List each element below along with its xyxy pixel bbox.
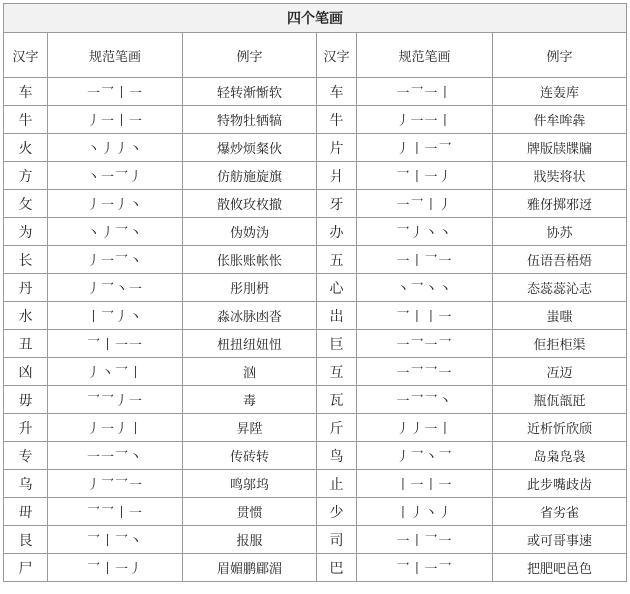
cell-strokes-right: 一乛乛一 — [357, 358, 493, 386]
cell-hanzi-right: 司 — [317, 526, 357, 554]
cell-examples-left: 报服 — [183, 526, 317, 554]
cell-strokes-right: 一丨乛一 — [357, 526, 493, 554]
cell-examples-right: 件牟哞犇 — [493, 106, 627, 134]
cell-hanzi-right: 片 — [317, 134, 357, 162]
cell-hanzi-right: 互 — [317, 358, 357, 386]
cell-strokes-right: 乛丿丶丶 — [357, 218, 493, 246]
table-row — [4, 190, 627, 218]
cell-strokes-left: 丿一乛丶 — [48, 246, 183, 274]
cell-examples-right: 协苏 — [493, 218, 627, 246]
table-row — [4, 386, 627, 414]
cell-examples-left: 爆炒烦粲伙 — [183, 134, 317, 162]
cell-hanzi-right: 五 — [317, 246, 357, 274]
table-row — [4, 442, 627, 470]
cell-hanzi-right: 鸟 — [317, 442, 357, 470]
cell-strokes-left: 丨乛丿丶 — [48, 302, 183, 330]
cell-examples-left: 眉媚鹏郿湄 — [183, 554, 317, 582]
cell-hanzi-right: 车 — [317, 78, 357, 106]
cell-hanzi-left: 丹 — [4, 274, 48, 302]
cell-strokes-right: 丨丿丶丿 — [357, 498, 493, 526]
header-hanzi-left: 汉字 — [4, 33, 48, 78]
table-row — [4, 106, 627, 134]
cell-hanzi-left: 艮 — [4, 526, 48, 554]
table-row — [4, 358, 627, 386]
cell-strokes-right: 一乛乛丶 — [357, 386, 493, 414]
cell-examples-left: 昇陞 — [183, 414, 317, 442]
cell-strokes-right: 丿乛丶乛 — [357, 442, 493, 470]
cell-examples-right: 蚩嗤 — [493, 302, 627, 330]
cell-examples-right: 近析忻欣颀 — [493, 414, 627, 442]
cell-hanzi-right: 巴 — [317, 554, 357, 582]
cell-strokes-left: 乛丨乛丶 — [48, 526, 183, 554]
cell-strokes-right: 丿丿一丨 — [357, 414, 493, 442]
table-row — [4, 526, 627, 554]
cell-examples-right: 态蕊蕊沁志 — [493, 274, 627, 302]
header-examples-right: 例字 — [493, 33, 627, 78]
table-row — [4, 414, 627, 442]
cell-examples-right: 此步嘴歧齿 — [493, 470, 627, 498]
cell-examples-left: 鸣邬坞 — [183, 470, 317, 498]
cell-hanzi-left: 为 — [4, 218, 48, 246]
table-title: 四个笔画 — [4, 4, 627, 33]
cell-hanzi-left: 凶 — [4, 358, 48, 386]
cell-hanzi-left: 毋 — [4, 386, 48, 414]
cell-strokes-left: 丿乛乛一 — [48, 470, 183, 498]
cell-strokes-left: 丿一丨一 — [48, 106, 183, 134]
table-row — [4, 246, 627, 274]
table-row — [4, 470, 627, 498]
cell-hanzi-right: 少 — [317, 498, 357, 526]
cell-examples-left: 杻扭纽妞忸 — [183, 330, 317, 358]
cell-strokes-right: 丶乛丶丶 — [357, 274, 493, 302]
cell-strokes-left: 丿一丿丶 — [48, 190, 183, 218]
cell-strokes-right: 乛丨一乛 — [357, 554, 493, 582]
cell-hanzi-left: 攵 — [4, 190, 48, 218]
cell-hanzi-left: 专 — [4, 442, 48, 470]
cell-examples-left: 轻转渐惭软 — [183, 78, 317, 106]
cell-strokes-left: 乛丨一一 — [48, 330, 183, 358]
cell-examples-right: 牌版牍牒牖 — [493, 134, 627, 162]
cell-strokes-left: 丿一丿丨 — [48, 414, 183, 442]
cell-strokes-right: 一乛一乛 — [357, 330, 493, 358]
cell-hanzi-left: 方 — [4, 162, 48, 190]
cell-examples-left: 淼冰脉凼沓 — [183, 302, 317, 330]
cell-strokes-right: 乛丨丨一 — [357, 302, 493, 330]
cell-strokes-right: 丿一一丨 — [357, 106, 493, 134]
table-row — [4, 78, 627, 106]
cell-hanzi-left: 升 — [4, 414, 48, 442]
table-header-row — [4, 33, 627, 78]
cell-strokes-left: 乛乛丨一 — [48, 498, 183, 526]
cell-examples-left: 传砖转 — [183, 442, 317, 470]
cell-examples-left: 汹 — [183, 358, 317, 386]
cell-examples-right: 冱迈 — [493, 358, 627, 386]
cell-examples-right: 伍语吾梧焐 — [493, 246, 627, 274]
table-row — [4, 330, 627, 358]
cell-strokes-left: 乛丨一丿 — [48, 554, 183, 582]
cell-examples-left: 仿舫施旋旗 — [183, 162, 317, 190]
table-row — [4, 274, 627, 302]
cell-examples-right: 瓶佤瓿瓩 — [493, 386, 627, 414]
stroke-table — [3, 3, 627, 582]
cell-hanzi-left: 乌 — [4, 470, 48, 498]
header-strokes-right: 规范笔画 — [357, 33, 493, 78]
cell-hanzi-left: 牛 — [4, 106, 48, 134]
cell-examples-left: 贯惯 — [183, 498, 317, 526]
cell-strokes-left: 一一乛丶 — [48, 442, 183, 470]
cell-examples-right: 省劣雀 — [493, 498, 627, 526]
table-row — [4, 218, 627, 246]
cell-examples-left: 彤刖枬 — [183, 274, 317, 302]
cell-examples-left: 伪妫沩 — [183, 218, 317, 246]
cell-examples-left: 毒 — [183, 386, 317, 414]
cell-strokes-left: 一乛丨一 — [48, 78, 183, 106]
cell-strokes-right: 乛丨一丿 — [357, 162, 493, 190]
cell-examples-right: 连轰库 — [493, 78, 627, 106]
cell-examples-right: 雅伢掷邪迓 — [493, 190, 627, 218]
stroke-table-container — [3, 3, 626, 582]
cell-examples-right: 把肥吧邑色 — [493, 554, 627, 582]
cell-hanzi-right: 斤 — [317, 414, 357, 442]
cell-hanzi-left: 水 — [4, 302, 48, 330]
cell-hanzi-right: 巨 — [317, 330, 357, 358]
cell-examples-left: 散攸玫枚撤 — [183, 190, 317, 218]
cell-hanzi-left: 车 — [4, 78, 48, 106]
cell-examples-right: 佢拒柜渠 — [493, 330, 627, 358]
table-row — [4, 302, 627, 330]
cell-examples-right: 或可哥事速 — [493, 526, 627, 554]
cell-strokes-left: 丿乛丶一 — [48, 274, 183, 302]
cell-hanzi-right: 止 — [317, 470, 357, 498]
cell-examples-right: 戕奘将状 — [493, 162, 627, 190]
cell-examples-left: 伥胀账帐怅 — [183, 246, 317, 274]
cell-strokes-right: 一乛丨丿 — [357, 190, 493, 218]
cell-hanzi-left: 丑 — [4, 330, 48, 358]
table-row — [4, 134, 627, 162]
header-hanzi-right: 汉字 — [317, 33, 357, 78]
cell-strokes-right: 丿丨一乛 — [357, 134, 493, 162]
cell-hanzi-right: 心 — [317, 274, 357, 302]
header-strokes-left: 规范笔画 — [48, 33, 183, 78]
cell-strokes-left: 丿丶乛丨 — [48, 358, 183, 386]
cell-hanzi-left: 毌 — [4, 498, 48, 526]
cell-hanzi-right: 瓦 — [317, 386, 357, 414]
cell-strokes-left: 丶一乛丿 — [48, 162, 183, 190]
cell-hanzi-left: 火 — [4, 134, 48, 162]
cell-hanzi-right: 牙 — [317, 190, 357, 218]
cell-hanzi-right: 牛 — [317, 106, 357, 134]
cell-strokes-right: 丨一丨一 — [357, 470, 493, 498]
cell-strokes-right: 一乛一丨 — [357, 78, 493, 106]
header-examples-left: 例字 — [183, 33, 317, 78]
cell-strokes-left: 丶丿丿丶 — [48, 134, 183, 162]
cell-strokes-left: 乛乛丿一 — [48, 386, 183, 414]
cell-examples-right: 岛枭凫袅 — [493, 442, 627, 470]
table-body — [4, 78, 627, 582]
cell-hanzi-left: 长 — [4, 246, 48, 274]
cell-hanzi-right: 办 — [317, 218, 357, 246]
table-row — [4, 498, 627, 526]
table-row — [4, 554, 627, 582]
cell-hanzi-right: 岀 — [317, 302, 357, 330]
cell-strokes-right: 一丨乛一 — [357, 246, 493, 274]
cell-hanzi-left: 尸 — [4, 554, 48, 582]
cell-strokes-left: 丶丿乛丶 — [48, 218, 183, 246]
cell-examples-left: 特物牡牺犒 — [183, 106, 317, 134]
cell-hanzi-right: 爿 — [317, 162, 357, 190]
table-row — [4, 162, 627, 190]
